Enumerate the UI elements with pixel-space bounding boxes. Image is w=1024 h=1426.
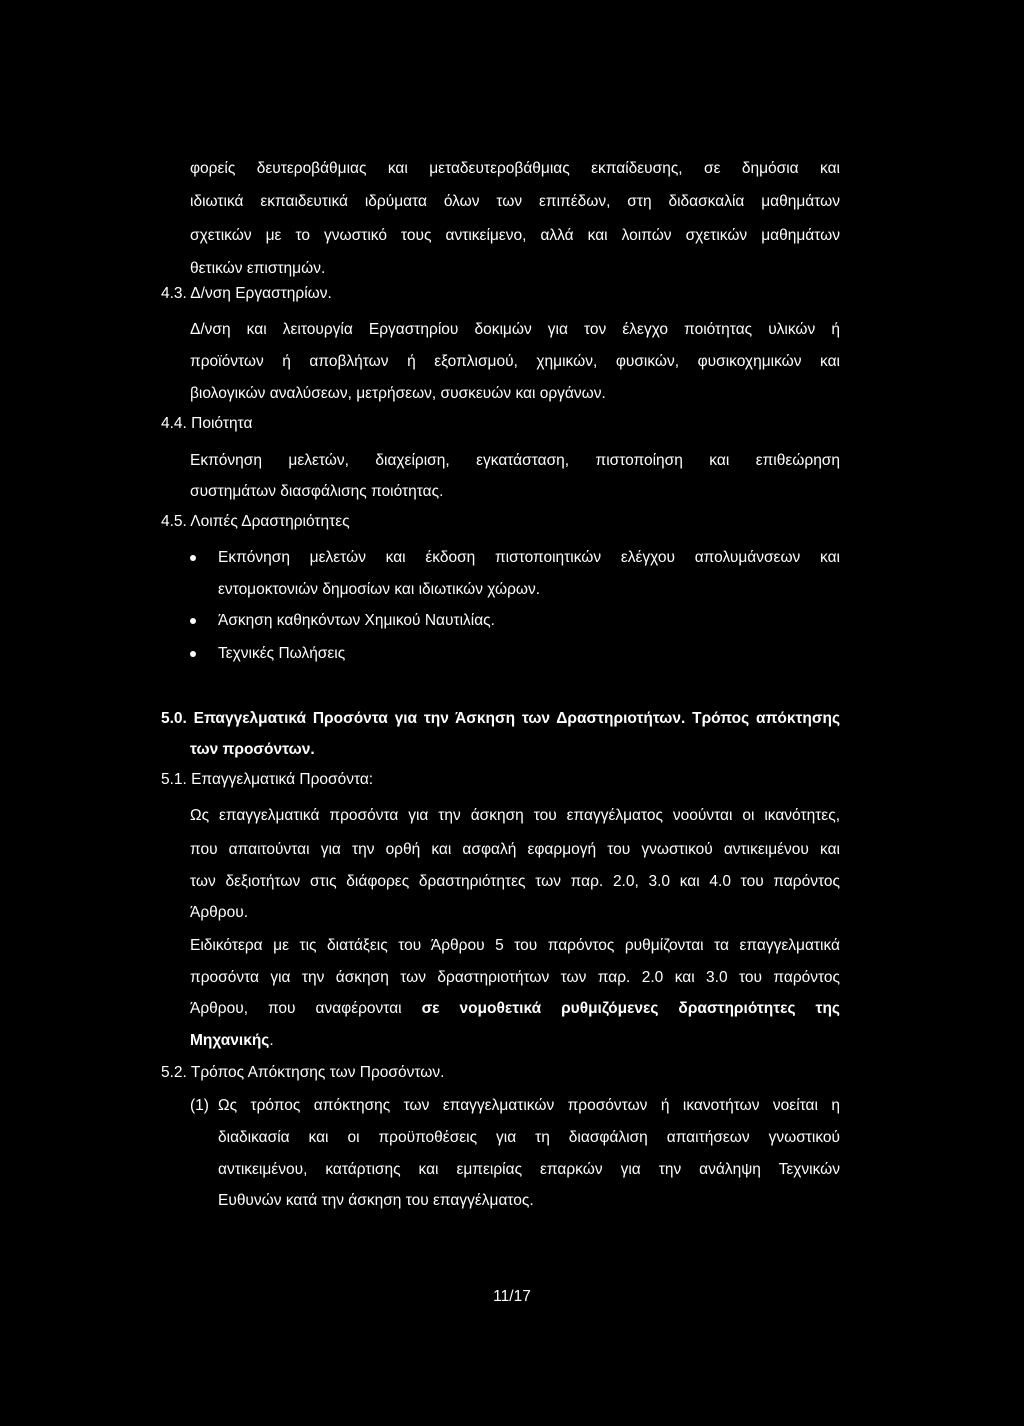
section-heading-4-4: 4.4. Ποιότητα bbox=[161, 415, 253, 432]
heading-line: των προσόντων. bbox=[190, 741, 315, 758]
text-line: φορείς δευτεροβάθμιας και μεταδευτεροβάθμιας εκπαίδευσης, σε δημόσια και bbox=[190, 160, 840, 177]
text-line: προϊόντων ή αποβλήτων ή εξοπλισμού, χημικών, φυσικών, φυσικοχημικών και bbox=[190, 353, 840, 370]
section-heading-4-3: 4.3. Δ/νση Εργαστηρίων. bbox=[161, 285, 332, 302]
text-line: συστημάτων διασφάλισης ποιότητας. bbox=[190, 483, 444, 500]
text-line: Άρθρου. bbox=[190, 904, 249, 921]
text-line: των δεξιοτήτων στις διάφορες δραστηριότητες των παρ. 2.0, 3.0 και 4.0 του παρόντος bbox=[190, 873, 840, 890]
text-line: θετικών επιστημών. bbox=[190, 260, 326, 277]
text-line: Ευθυνών κατά την άσκηση του επαγγέλματος. bbox=[218, 1192, 534, 1209]
heading-line: 5.0. Επαγγελματικά Προσόντα για την Άσκηση των Δραστηριοτήτων. Τρόπος απόκτησης bbox=[161, 710, 840, 727]
text-line: εντομοκτονιών δημοσίων και ιδιωτικών χώρων. bbox=[218, 581, 541, 598]
bullet-icon bbox=[190, 555, 196, 561]
text-run: Άρθρου, που αναφέρονται bbox=[190, 1000, 402, 1017]
page-number: 11/17 bbox=[493, 1288, 531, 1305]
text-line: αντικειμένου, κατάρτισης και εμπειρίας επαρκών για την ανάληψη Τεχνικών bbox=[218, 1161, 840, 1178]
text-line: Άσκηση καθηκόντων Χημικού Ναυτιλίας. bbox=[218, 612, 495, 629]
text-line: ιδιωτικά εκπαιδευτικά ιδρύματα όλων των επιπέδων, στη διδασκαλία μαθημάτων bbox=[190, 193, 840, 210]
text-line bbox=[190, 999, 840, 1019]
text-line: Δ/νση και λειτουργία Εργαστηρίου δοκιμών για τον έλεγχο ποιότητας υλικών ή bbox=[190, 321, 840, 338]
item-number: (1) bbox=[190, 1097, 209, 1114]
text-line: Εκπόνηση μελετών, διαχείριση, εγκατάσταση, πιστοποίηση και επιθεώρηση bbox=[190, 452, 840, 469]
section-heading-4-5: 4.5. Λοιπές Δραστηριότητες bbox=[161, 513, 350, 530]
text-line: βιολογικών αναλύσεων, μετρήσεων, συσκευών και οργάνων. bbox=[190, 385, 606, 402]
text-line: σχετικών με το γνωστικό τους αντικείμενο, αλλά και λοιπών σχετικών μαθημάτων bbox=[190, 227, 840, 244]
text-line: Τεχνικές Πωλήσεις bbox=[218, 645, 346, 662]
text-line: Ως επαγγελματικά προσόντα για την άσκηση του επαγγέλματος νοούνται οι ικανότητες, bbox=[190, 807, 840, 824]
section-heading-5-2: 5.2. Τρόπος Απόκτησης των Προσόντων. bbox=[161, 1064, 445, 1081]
text-line: Ως τρόπος απόκτησης των επαγγελματικών προσόντων ή ικανοτήτων νοείται η bbox=[218, 1097, 840, 1114]
text-line: που απαιτούνται για την ορθή και ασφαλή εφαρμογή του γνωστικού αντικειμένου και bbox=[190, 841, 840, 858]
text-line: Ειδικότερα με τις διατάξεις του Άρθρου 5 του παρόντος ρυθμίζονται τα επαγγελματικά bbox=[190, 937, 840, 954]
bullet-icon bbox=[190, 651, 196, 657]
text-line bbox=[190, 1031, 274, 1051]
text-line: Εκπόνηση μελετών και έκδοση πιστοποιητικών ελέγχου απολυμάνσεων και bbox=[218, 549, 840, 566]
text-line: διαδικασία και οι προϋποθέσεις για τη διασφάλιση απαιτήσεων γνωστικού bbox=[218, 1129, 840, 1146]
section-heading-5-1: 5.1. Επαγγελματικά Προσόντα: bbox=[161, 771, 374, 788]
text-run: . bbox=[269, 1032, 274, 1049]
bold-text-run: Μηχανικής bbox=[190, 1032, 270, 1049]
bold-text-run: σε νομοθετικά ρυθμιζόμενες δραστηριότητες της bbox=[421, 1000, 840, 1017]
text-line: προσόντα για την άσκηση των δραστηριοτήτων των παρ. 2.0 και 3.0 του παρόντος bbox=[190, 969, 840, 986]
bullet-icon bbox=[190, 618, 196, 624]
